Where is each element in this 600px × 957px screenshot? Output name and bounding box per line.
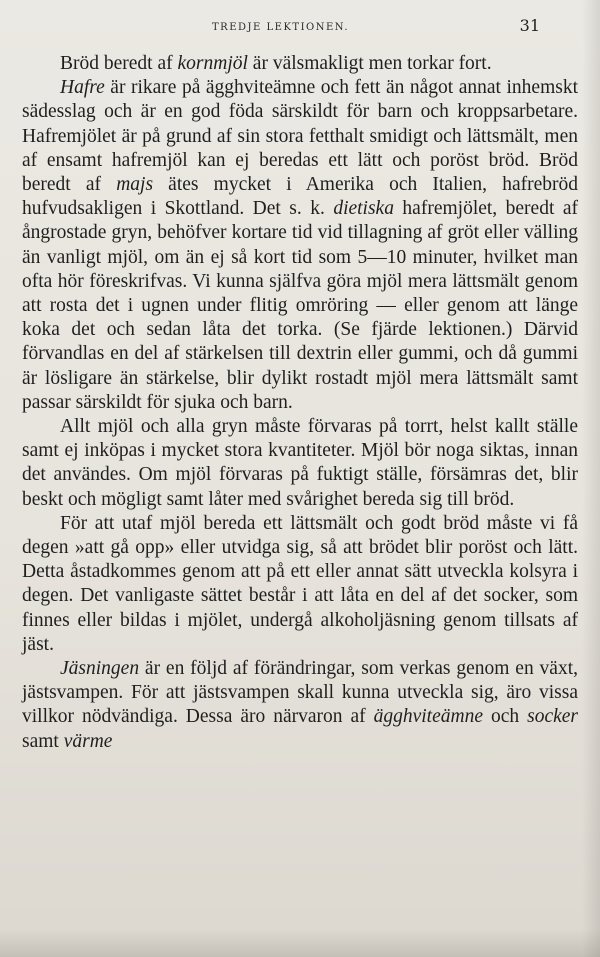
text-segment: För att utaf mjöl bereda ett lättsmält och godt bröd måste vi få degen »att gå opp» eller utvidga sig, så att brödet blir poröst och lätt. Detta åstadkommes genom att på ett eller annat sätt utveckla kolsyra i degen. Det vanligaste sättet består i att låta en del af det socker, som finnes eller bildas i mjölet, undergå alkoholjäsning genom tillsats af jäst. [22,512,578,655]
text-segment: är välsmakligt men torkar fort. [247,53,492,74]
running-head: TREDJE LEKTIONEN. [212,22,350,33]
paragraph-2 [22,76,578,415]
page-bottom-shadow [0,929,600,957]
page-header [0,14,600,44]
paragraph-4 [22,512,578,657]
page-edge-shadow [582,0,600,957]
italic-term-hafre: Hafre [60,77,105,99]
text-segment: ätes mycket i Amerika och Italien, hafrebröd hufvudsakligen i Skottland. Det s. k. [22,174,579,220]
text-segment: hafremjölet, beredt af ångrostade gryn, behöfver kortare tid vid tillagning af gröt eller välling än vanligt mjöl, om än ej så kort tid som 5—10 minuter, hvilket man ofta hör föreskrifvas. Vi kunna själfva göra mjöl mera lättsmält genom att rosta det i ugnen under flitig omröring — eller genom att länge koka det och sedan låta det torka. (Se fjärde lektionen.) Därvid förvandlas en del af stärkelsen till dextrin eller gummi, och då gummi är lösligare än stärkelse, blir dylikt rostadt mjöl mera lättsmält samt passar särskildt för sjuka och barn. [22,198,578,413]
italic-term-jasningen: Jäsningen [60,658,140,680]
text-segment: samt [22,730,64,752]
italic-term-socker: socker [527,706,579,728]
page-number: 31 [519,16,540,35]
body-text [22,52,578,754]
paragraph-1 [22,52,578,76]
paragraph-5 [22,657,578,754]
paragraph-3 [22,415,578,512]
text-segment: är rikare på ägghviteämne och fett än något annat inhemskt sädesslag och är en god föda särskildt för barn och kroppsarbetare. Hafremjölet är på grund af sin stora fetthalt smidigt och lättsmält, men af ensamt hafremjöl kan ej beredas ett lätt och poröst bröd. Bröd beredt af [22,77,578,196]
italic-term-agghviteamne: ägghviteämne [373,706,483,728]
text-segment: Allt mjöl och alla gryn måste förvaras på torrt, helst kallt ställe samt ej inköpas i mycket stora kvantiteter. Mjöl bör noga siktas, innan det användes. Om mjöl förvaras på fuktigt ställe, försämras det, blir beskt och mögligt samt låter med svårighet bereda sig till bröd. [22,416,578,510]
italic-term-majs: majs [116,174,154,196]
italic-term-kornmjol: kornmjöl [177,53,248,74]
text-segment: är en följd af förändringar, som verkas genom en växt, jästsvampen. För att jästsvampen skall kunna utveckla sig, äro vissa villkor nödvändiga. Dessa äro närvaron af [22,658,578,728]
italic-term-dietiska: dietiska [333,198,394,220]
italic-term-varme: värme [63,730,113,752]
text-segment: Bröd beredt af [60,53,178,74]
text-segment: och [483,706,528,728]
